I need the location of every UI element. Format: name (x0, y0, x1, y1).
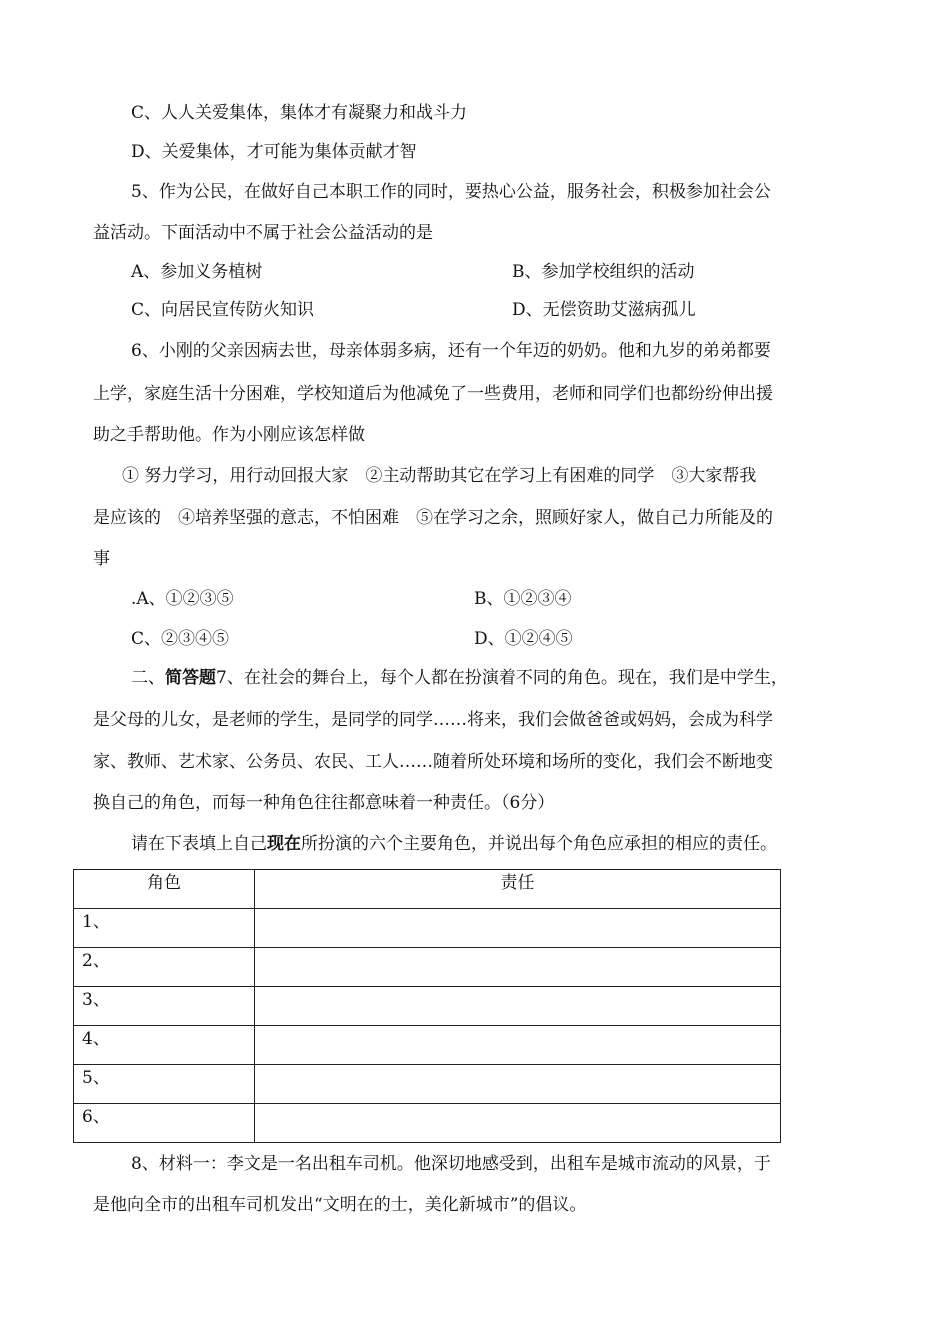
q6-stem-line3: 助之手帮助他。作为小刚应该怎样做 (93, 425, 365, 445)
role-cell[interactable]: 2、 (74, 948, 255, 987)
table-row (74, 1026, 781, 1065)
q5-option-a: A、参加义务植树 (131, 262, 263, 282)
responsibility-cell[interactable] (255, 909, 781, 948)
q8-line2: 是他向全市的出租车司机发出“文明在的士，美化新城市”的倡议。 (93, 1195, 587, 1215)
table-row (74, 1104, 781, 1143)
responsibility-cell[interactable] (255, 1104, 781, 1143)
q6-items-line1: ① 努力学习，用行动回报大家 ②主动帮助其它在学习上有困难的同学 ③大家帮我 (122, 466, 757, 486)
q6-stem-line2: 上学，家庭生活十分困难，学校知道后为他减免了一些费用，老师和同学们也都纷纷伸出援 (93, 384, 773, 404)
q6-option-a: .A、①②③⑤ (131, 589, 234, 609)
q7-line1: 7、在社会的舞台上，每个人都在扮演着不同的角色。现在，我们是中学生， (216, 668, 788, 688)
roles-table (73, 869, 781, 1143)
responsibility-cell[interactable] (255, 1026, 781, 1065)
header-responsibility: 责任 (255, 870, 781, 909)
q5-option-b: B、参加学校组织的活动 (512, 262, 695, 282)
q6-option-d: D、①②④⑤ (474, 629, 573, 649)
table-header-row (74, 870, 781, 909)
table-row (74, 948, 781, 987)
role-cell[interactable]: 5、 (74, 1065, 255, 1104)
q4-option-c: C、人人关爱集体，集体才有凝聚力和战斗力 (131, 103, 468, 123)
section2-title: 简答题 (165, 668, 216, 688)
q5-stem-line2: 益活动。下面活动中不属于社会公益活动的是 (93, 223, 433, 243)
q5-option-c: C、向居民宣传防火知识 (131, 300, 315, 320)
q6-items-line2: 是应该的 ④培养坚强的意志，不怕困难 ⑤在学习之余，照顾好家人，做自己力所能及的 (93, 508, 773, 528)
section2-line1 (131, 666, 788, 690)
instruction-text-before: 请在下表填上自己 (131, 834, 267, 854)
q5-stem-line1: 5、作为公民，在做好自己本职工作的同时，要热心公益，服务社会，积极参加社会公 (131, 182, 771, 202)
table-row (74, 987, 781, 1026)
responsibility-cell[interactable] (255, 1065, 781, 1104)
table-row (74, 1065, 781, 1104)
instruction-text-bold: 现在 (267, 834, 301, 854)
section2-prefix: 二、 (131, 668, 165, 688)
q6-option-b: B、①②③④ (474, 589, 572, 609)
responsibility-cell[interactable] (255, 948, 781, 987)
q4-option-d: D、关爱集体，才可能为集体贡献才智 (131, 142, 417, 162)
role-cell[interactable]: 6、 (74, 1104, 255, 1143)
q6-option-c: C、②③④⑤ (131, 629, 230, 649)
header-role: 角色 (74, 870, 255, 909)
table-row (74, 909, 781, 948)
q6-stem-line1: 6、小刚的父亲因病去世，母亲体弱多病，还有一个年迈的奶奶。他和九岁的弟弟都要 (131, 341, 771, 361)
q6-items-line3: 事 (93, 549, 110, 569)
q8-line1: 8、材料一：李文是一名出租车司机。他深切地感受到，出租车是城市流动的风景，于 (131, 1154, 771, 1174)
role-cell[interactable]: 3、 (74, 987, 255, 1026)
role-cell[interactable]: 1、 (74, 909, 255, 948)
q7-instruction (131, 832, 777, 856)
responsibility-cell[interactable] (255, 987, 781, 1026)
instruction-text-after: 所扮演的六个主要角色，并说出每个角色应承担的相应的责任。 (301, 834, 777, 854)
q7-line4: 换自己的角色，而每一种角色往往都意味着一种责任。（6分） (93, 793, 555, 813)
q5-option-d: D、无偿资助艾滋病孤儿 (512, 300, 696, 320)
q7-line3: 家、教师、艺术家、公务员、农民、工人……随着所处环境和场所的变化，我们会不断地变 (93, 752, 773, 772)
role-cell[interactable]: 4、 (74, 1026, 255, 1065)
q7-line2: 是父母的儿女，是老师的学生，是同学的同学……将来，我们会做爸爸或妈妈，会成为科学 (93, 710, 773, 730)
